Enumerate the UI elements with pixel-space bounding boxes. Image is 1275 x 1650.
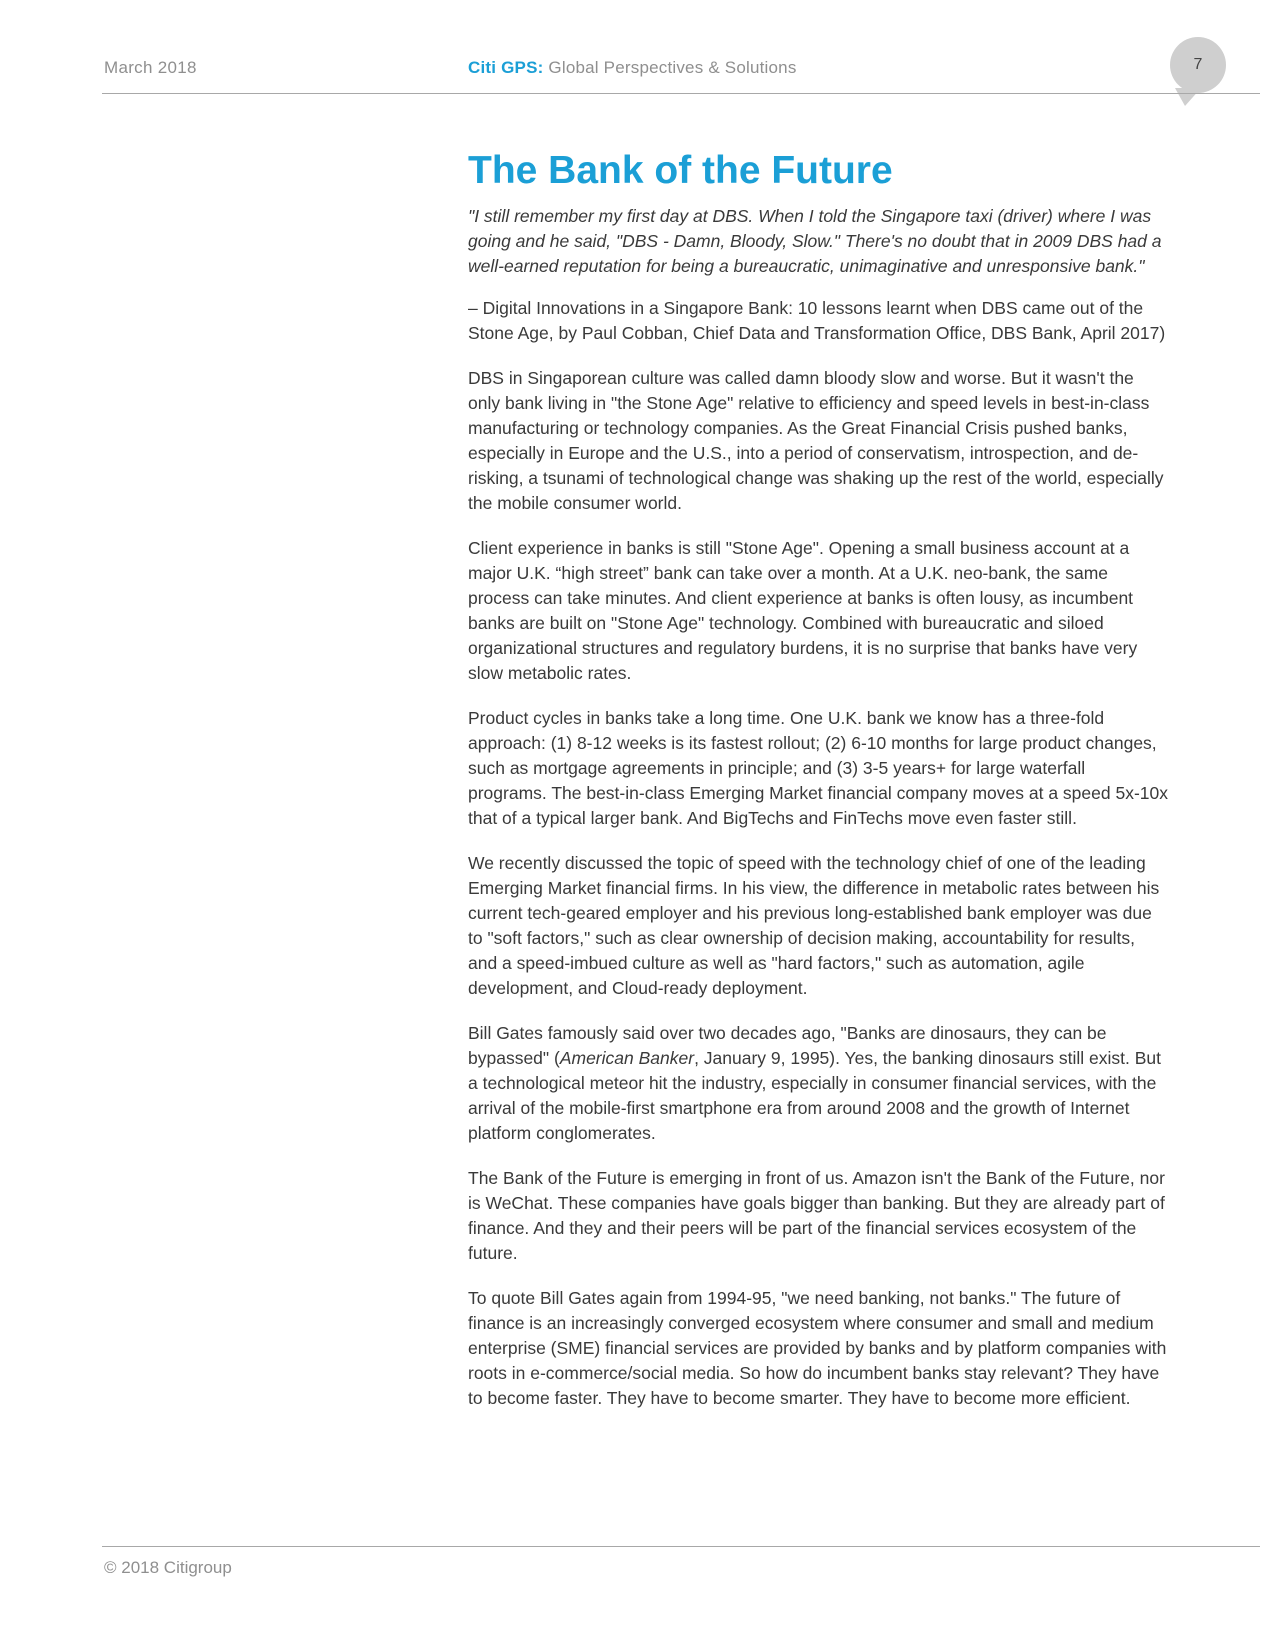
header-divider bbox=[102, 93, 1260, 94]
quote-attribution: – Digital Innovations in a Singapore Bank: 10 lessons learnt when DBS came out of the Stone Age, by Paul Cobban, Chief Data and Transformation Office, DBS Bank, April 2017) bbox=[468, 298, 1166, 343]
gates-text-end: , January 9, 1995). Yes, the banking dinosaurs still exist. But a technological meteor hit the industry, especially in consumer financial services, with the arrival of the mobile-first smartphone era from around 2008 and the growth of Internet platform conglomerates. bbox=[468, 1048, 1162, 1143]
article-body bbox=[468, 148, 1168, 1431]
header-publication-name: Global Perspectives & Solutions bbox=[548, 58, 797, 77]
paragraph: DBS in Singaporean culture was called damn bloody slow and worse. But it wasn't the only bank living in "the Stone Age" relative to efficiency and speed levels in best-in-class manufacturing or technology companies. As the Great Financial Crisis pushed banks, especially in Europe and the U.S., into a period of conservatism, introspection, and de-risking, a tsunami of technological change was shaking up the rest of the world, especially the mobile consumer world. bbox=[468, 368, 1164, 513]
page-title: The Bank of the Future bbox=[468, 149, 893, 192]
footer-divider bbox=[102, 1546, 1260, 1547]
header-date: March 2018 bbox=[104, 58, 197, 77]
header-publication bbox=[468, 58, 797, 78]
paragraph: We recently discussed the topic of speed with the technology chief of one of the leading Emerging Market financial firms. In his view, the difference in metabolic rates between his current tech-geared employer and his previous long-established bank employer was due to "soft factors," such as clear ownership of decision making, accountability for results, and a speed-imbued culture as well as "hard factors," such as automation, agile development, and Cloud-ready deployment. bbox=[468, 853, 1160, 998]
page-number: 7 bbox=[1193, 56, 1203, 73]
paragraph-gates bbox=[468, 1021, 1168, 1146]
header-brand: Citi GPS: bbox=[468, 58, 544, 77]
opening-quote: "I still remember my first day at DBS. When I told the Singapore taxi (driver) where I was going and he said, "DBS - Damn, Bloody, Slow." There's no doubt that in 2009 DBS had a well-earned reputation for being a bureaucratic, unimaginative and unresponsive bank." bbox=[468, 206, 1162, 276]
paragraph: The Bank of the Future is emerging in front of us. Amazon isn't the Bank of the Future, nor is WeChat. These companies have goals bigger than banking. But they are already part of finance. And they and their peers will be part of the financial services ecosystem of the future. bbox=[468, 1168, 1165, 1263]
page-number-badge bbox=[1170, 37, 1226, 93]
page-badge-tail bbox=[1175, 88, 1201, 106]
footer-copyright: © 2018 Citigroup bbox=[104, 1558, 232, 1577]
paragraph: Product cycles in banks take a long time. One U.K. bank we know has a three-fold approach: (1) 8-12 weeks is its fastest rollout; (2) 6-10 months for large product changes, such as mortgage agreements in principle; and (3) 3-5 years+ for large waterfall programs. The best-in-class Emerging Market financial company moves at a speed 5x-10x that of a typical larger bank. And BigTechs and FinTechs move even faster still. bbox=[468, 708, 1168, 828]
paragraph: To quote Bill Gates again from 1994-95, "we need banking, not banks." The future of finance is an increasingly converged ecosystem where consumer and small and medium enterprise (SME) financial services are provided by banks and by platform companies with roots in e-commerce/social media. So how do incumbent banks stay relevant? They have to become faster. They have to become smarter. They have to become more efficient. bbox=[468, 1288, 1167, 1408]
paragraph: Client experience in banks is still "Stone Age". Opening a small business account at a major U.K. “high street” bank can take over a month. At a U.K. neo-bank, the same process can take minutes. And client experience at banks is often lousy, as incumbent banks are built on "Stone Age" technology. Combined with bureaucratic and siloed organizational structures and regulatory burdens, it is no surprise that banks have very slow metabolic rates. bbox=[468, 538, 1138, 683]
gates-text-start: Bill Gates famously said over two decades ago, "Banks are dinosaurs, they can be bypassed" ( bbox=[468, 1023, 1107, 1068]
gates-source: American Banker bbox=[559, 1048, 695, 1068]
